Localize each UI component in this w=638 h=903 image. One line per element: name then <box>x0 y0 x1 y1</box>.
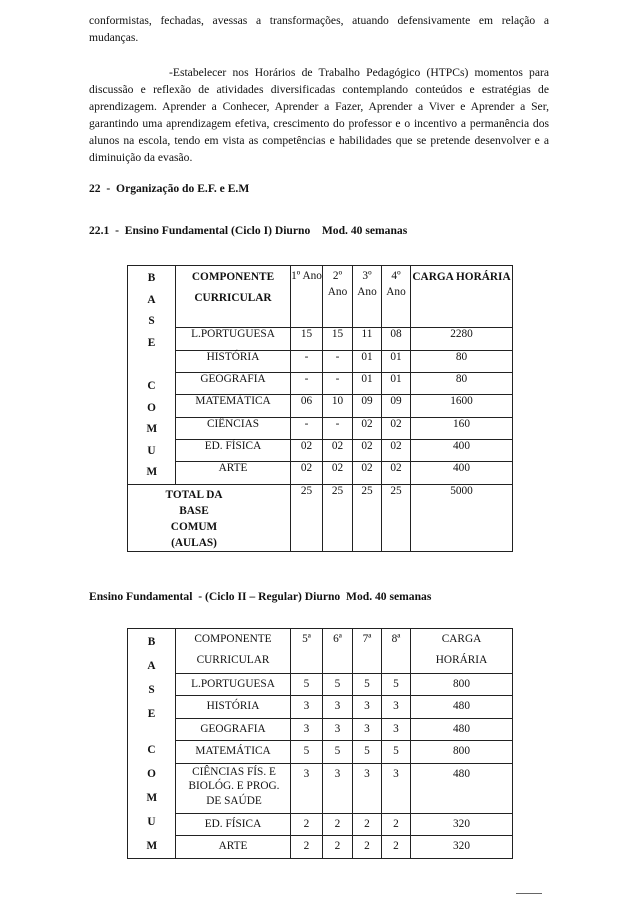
row-g5: 2 <box>291 814 323 836</box>
header-grade7: 7ª <box>353 629 382 674</box>
total-label: TOTAL DA BASE COMUM (AULAS) <box>128 484 291 551</box>
row-name: ARTE <box>176 462 291 484</box>
row-carga: 400 <box>411 439 513 461</box>
row-g5: 3 <box>291 763 323 813</box>
total-y4: 25 <box>382 484 411 551</box>
table-row <box>128 814 513 836</box>
row-carga: 2280 <box>411 328 513 350</box>
header-year2: 2º Ano <box>323 266 353 328</box>
header-year3: 3º Ano <box>353 266 382 328</box>
row-y2: - <box>323 372 353 394</box>
table-row <box>128 673 513 695</box>
total-y3: 25 <box>353 484 382 551</box>
row-g6: 3 <box>323 696 353 718</box>
row-name: ARTE <box>176 836 291 859</box>
base-comum-label <box>128 266 176 485</box>
row-g8: 3 <box>382 696 411 718</box>
row-g8: 5 <box>382 673 411 695</box>
row-carga: 160 <box>411 417 513 439</box>
total-y1: 25 <box>291 484 323 551</box>
table-ciclo1 <box>127 265 513 552</box>
table-row <box>128 763 513 813</box>
row-g8: 2 <box>382 836 411 859</box>
row-carga: 800 <box>411 741 513 763</box>
row-carga: 1600 <box>411 395 513 417</box>
row-carga: 320 <box>411 836 513 859</box>
row-y3: 09 <box>353 395 382 417</box>
row-carga: 80 <box>411 350 513 372</box>
header-carga: CARGA HORÁRIA <box>411 629 513 674</box>
row-y4: 02 <box>382 462 411 484</box>
table-row <box>128 462 513 484</box>
total-row <box>128 484 513 551</box>
table-row <box>128 328 513 350</box>
row-g5: 3 <box>291 696 323 718</box>
row-y2: - <box>323 417 353 439</box>
row-name: MATEMÁTICA <box>176 741 291 763</box>
page-number-line <box>516 893 542 894</box>
header-grade6: 6ª <box>323 629 353 674</box>
row-name: MATEMÁTICA <box>176 395 291 417</box>
row-g5: 3 <box>291 718 323 740</box>
row-g7: 3 <box>353 718 382 740</box>
table-row <box>128 696 513 718</box>
header-year4: 4º Ano <box>382 266 411 328</box>
row-y1: - <box>291 417 323 439</box>
table-row <box>128 417 513 439</box>
row-g6: 2 <box>323 814 353 836</box>
header-year1: 1º Ano <box>291 266 323 328</box>
row-g7: 5 <box>353 741 382 763</box>
table-row <box>128 836 513 859</box>
row-g8: 5 <box>382 741 411 763</box>
subsection-heading-ciclo1: 22.1 - Ensino Fundamental (Ciclo I) Diurno Mod. 40 semanas <box>89 224 408 237</box>
row-g5: 5 <box>291 673 323 695</box>
row-name: L.PORTUGUESA <box>176 328 291 350</box>
row-y2: 02 <box>323 462 353 484</box>
comum-letters: C O M U M <box>146 744 158 852</box>
row-y3: 02 <box>353 417 382 439</box>
row-y1: 02 <box>291 462 323 484</box>
row-g5: 2 <box>291 836 323 859</box>
row-y1: 06 <box>291 395 323 417</box>
row-name: ED. FÍSICA <box>176 439 291 461</box>
row-name: HISTÓRIA <box>176 696 291 718</box>
row-y2: 15 <box>323 328 353 350</box>
row-y3: 11 <box>353 328 382 350</box>
row-name: GEOGRAFIA <box>176 718 291 740</box>
table-row <box>128 372 513 394</box>
header-carga: CARGA HORÁRIA <box>411 266 513 328</box>
row-y4: 01 <box>382 350 411 372</box>
row-name: ED. FÍSICA <box>176 814 291 836</box>
row-g7: 5 <box>353 673 382 695</box>
header-component: COMPONENTE CURRICULAR <box>176 629 291 674</box>
row-carga: 480 <box>411 696 513 718</box>
paragraph-intro: conformistas, fechadas, avessas a transformações, atuando defensivamente em relação a mudanças. <box>89 14 549 44</box>
row-carga: 320 <box>411 814 513 836</box>
table-row <box>128 439 513 461</box>
row-y1: 02 <box>291 439 323 461</box>
total-carga: 5000 <box>411 484 513 551</box>
section-heading: 22 - Organização do E.F. e E.M <box>89 182 250 195</box>
base-comum-label <box>128 629 176 859</box>
base-letters: B A S E <box>147 636 156 720</box>
row-g6: 5 <box>323 741 353 763</box>
row-g8: 2 <box>382 814 411 836</box>
total-y2: 25 <box>323 484 353 551</box>
base-letters: B A S E <box>147 272 156 349</box>
row-carga: 400 <box>411 462 513 484</box>
row-y4: 01 <box>382 372 411 394</box>
row-name: GEOGRAFIA <box>176 372 291 394</box>
row-y2: - <box>323 350 353 372</box>
comum-letters: C O M U M <box>146 380 158 478</box>
row-name: HISTÓRIA <box>176 350 291 372</box>
row-g6: 2 <box>323 836 353 859</box>
row-name: CIÊNCIAS FÍS. E BIOLÓG. E PROG. DE SAÚDE <box>176 763 291 813</box>
row-y1: - <box>291 350 323 372</box>
row-name: CIÊNCIAS <box>176 417 291 439</box>
row-g5: 5 <box>291 741 323 763</box>
row-y4: 09 <box>382 395 411 417</box>
header-grade5: 5ª <box>291 629 323 674</box>
subsection-heading-ciclo2: Ensino Fundamental - (Ciclo II – Regular) Diurno Mod. 40 semanas <box>89 590 432 603</box>
row-name: L.PORTUGUESA <box>176 673 291 695</box>
row-g7: 3 <box>353 696 382 718</box>
row-y2: 02 <box>323 439 353 461</box>
row-g7: 3 <box>353 763 382 813</box>
table-ciclo2 <box>127 628 513 859</box>
row-y4: 02 <box>382 439 411 461</box>
row-carga: 480 <box>411 718 513 740</box>
row-carga: 800 <box>411 673 513 695</box>
row-carga: 480 <box>411 763 513 813</box>
row-g7: 2 <box>353 836 382 859</box>
header-grade8: 8ª <box>382 629 411 674</box>
table-row <box>128 718 513 740</box>
row-g8: 3 <box>382 763 411 813</box>
table-row <box>128 741 513 763</box>
paragraph-htpc: -Estabelecer nos Horários de Trabalho Pedagógico (HTPCs) momentos para discussão e reflexão de atividades diversificadas contemplando conteúdos e estratégias de aprendizagem. Aprender a Conhecer, Aprender a Fazer, Aprender a Viver e Aprender a Ser, garantindo uma aprendizagem efetiva, crescimento do professor e o incentivo a permanência dos alunos na escola, tendo em vista as competências e habilidades que se pretende desenvolver e a diminuição da evasão. <box>89 66 549 164</box>
row-y4: 08 <box>382 328 411 350</box>
row-y3: 01 <box>353 372 382 394</box>
row-carga: 80 <box>411 372 513 394</box>
row-y3: 02 <box>353 439 382 461</box>
row-g6: 5 <box>323 673 353 695</box>
row-y3: 01 <box>353 350 382 372</box>
row-g6: 3 <box>323 718 353 740</box>
row-g8: 3 <box>382 718 411 740</box>
table-row <box>128 350 513 372</box>
row-y1: - <box>291 372 323 394</box>
header-component: COMPONENTE CURRICULAR <box>176 266 291 328</box>
row-y3: 02 <box>353 462 382 484</box>
row-g7: 2 <box>353 814 382 836</box>
row-g6: 3 <box>323 763 353 813</box>
table-row <box>128 395 513 417</box>
row-y2: 10 <box>323 395 353 417</box>
row-y4: 02 <box>382 417 411 439</box>
row-y1: 15 <box>291 328 323 350</box>
